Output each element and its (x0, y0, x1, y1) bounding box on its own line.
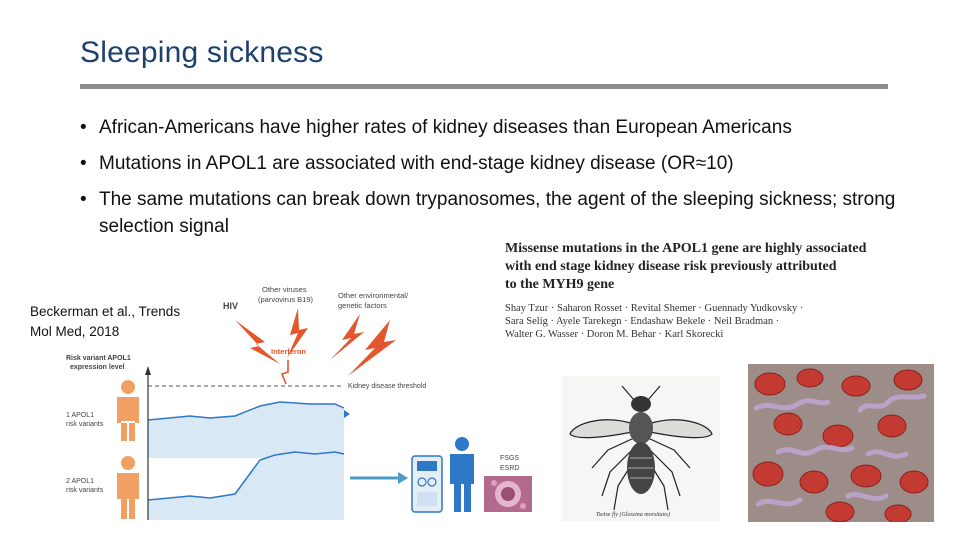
y-axis-label: Risk variant APOL1 (66, 355, 131, 362)
apol1-risk-diagram (60, 280, 535, 525)
paper-authors-line: Walter G. Wasser · Doron M. Behar · Karl Skorecki (505, 329, 724, 340)
paper-title-line: to the MYH9 gene (505, 277, 615, 292)
lightning-bolt-icon (235, 320, 280, 364)
person-icon (117, 456, 139, 519)
bullet-item: • Mutations in APOL1 are associated with end-stage kidney disease (OR≈10) (80, 150, 910, 177)
other-env-label: Other environmental/ (338, 291, 409, 300)
esrd-label: ESRD (500, 465, 520, 472)
expression-area-1 (148, 402, 344, 458)
other-viruses-label: Other viruses (262, 285, 307, 294)
bullet-item: • The same mutations can break down trypanosomes, the agent of the sleeping sickness; strong selection signal (80, 186, 910, 240)
interferon-label: Interferon (271, 347, 307, 356)
bullet-list (80, 114, 910, 249)
histology-image (484, 476, 532, 512)
tsetse-fly-image (562, 376, 720, 521)
hiv-label: HIV (223, 301, 239, 311)
y-axis-label: expression level (70, 364, 125, 371)
paper-header-image (505, 240, 945, 341)
paper-authors-line: Shay Tzur · Saharon Rosset · Revital Shemer · Guennady Yudkovsky · (505, 303, 804, 314)
paper-authors-line: Sara Selig · Ayele Tarekegn · Endashaw Bekele · Neil Bradman · (505, 316, 780, 327)
interferon-arrow (282, 360, 288, 384)
lightning-bolt-icon (330, 314, 364, 360)
paper-authors (505, 302, 945, 341)
y-axis-arrow-icon (145, 366, 151, 375)
fly-caption: Tsetse fly (Glossina morsitans) (596, 512, 670, 518)
title-divider (80, 84, 888, 89)
parvovirus-label: (parvovirus B19) (258, 295, 314, 304)
citation-line: Mol Med, 2018 (30, 324, 120, 339)
threshold-label: Kidney disease threshold (348, 383, 427, 390)
citation-line: Beckerman et al., Trends (30, 304, 181, 319)
arrow-right-icon (344, 410, 350, 418)
trypanosome-micrograph-image (748, 364, 934, 522)
row-label-2: 2 APOL1 (66, 478, 95, 485)
arrow-right-icon (398, 472, 408, 484)
bullet-item: • African-Americans have higher rates of kidney diseases than European Americans (80, 114, 910, 141)
other-env-label: genetic factors (338, 301, 387, 310)
patient-icon (450, 437, 474, 512)
dialysis-machine-icon (412, 456, 442, 512)
person-icon (117, 380, 139, 441)
row-label-2: risk variants (66, 487, 104, 494)
expression-area-2 (148, 452, 344, 520)
slide-title: Sleeping sickness (80, 36, 324, 69)
paper-title (505, 240, 945, 294)
paper-title-line: Missense mutations in the APOL1 gene are highly associated (505, 241, 867, 256)
paper-title-line: with end stage kidney disease risk previously attributed (505, 259, 837, 274)
row-label-1: 1 APOL1 (66, 412, 95, 419)
row-label-1: risk variants (66, 421, 104, 428)
fsgs-label: FSGS (500, 455, 520, 462)
